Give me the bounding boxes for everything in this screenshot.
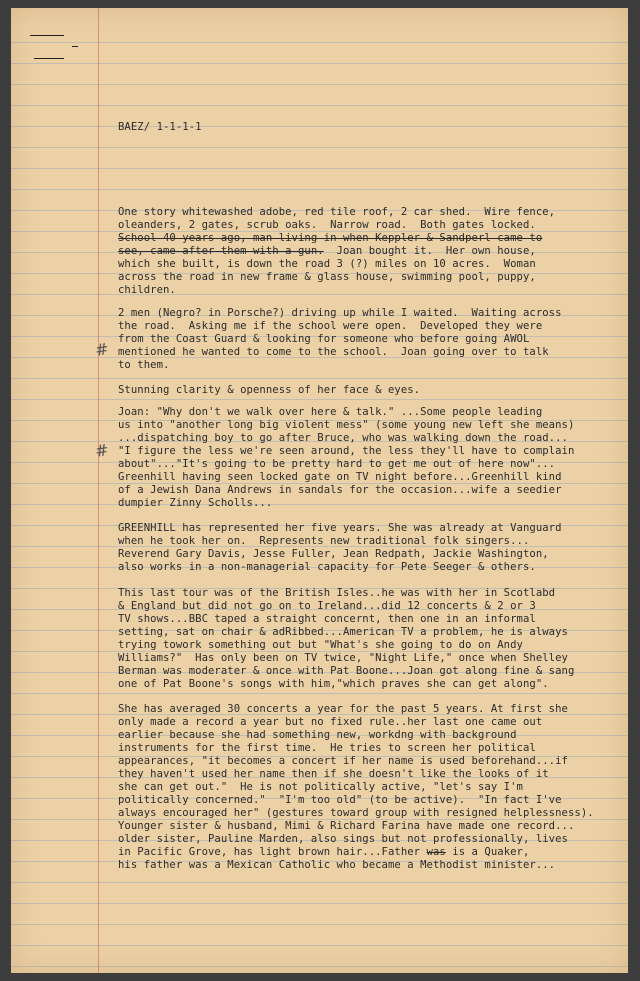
- text-line: & England but did not go on to Ireland...did 12 concerts & 2 or 3: [118, 600, 536, 612]
- text-line: Williams?" Has only been on TV twice, "Night Life," once when Shelley: [118, 652, 568, 664]
- text-line: [118, 232, 618, 245]
- text-line: Joan: "Why don't we walk over here & talk." ...Some people leading: [118, 406, 543, 418]
- text-line: Berman was moderater & once with Pat Boone...Joan got along fine & sang: [118, 665, 575, 677]
- text-line: setting, sat on chair & adRibbed...American TV a problem, he is always: [118, 626, 568, 638]
- text-line: which she built, is down the road 3 (?) miles on 10 acres. Woman: [118, 258, 536, 270]
- text-segment: Joan bought it. Her own house,: [323, 245, 536, 257]
- text-line: Reverend Gary Davis, Jesse Fuller, Jean Redpath, Jackie Washington,: [118, 548, 549, 560]
- text-line: trying towork something out but "What's she going to do on Andy: [118, 639, 523, 651]
- paragraph: [118, 206, 618, 297]
- text-line: appearances, "it becomes a concert if her name is used beforehand...if: [118, 755, 568, 767]
- corner-mark: [34, 58, 64, 59]
- margin-hash-mark: #: [93, 440, 110, 461]
- text-line: [118, 245, 618, 258]
- text-line: Greenhill having seen locked gate on TV night before...Greenhill kind: [118, 471, 562, 483]
- text-line: This last tour was of the British Isles..he was with her in Scotlabd: [118, 587, 556, 599]
- text-line: [118, 846, 618, 859]
- text-line: only made a record a year but no fixed rule..her last one came out: [118, 716, 543, 728]
- text-line: mentioned he wanted to come to the school. Joan going over to talk: [118, 346, 549, 358]
- text-line: "I figure the less we're seen around, the less they'll have to complain: [118, 445, 575, 457]
- struck-text: School 40 years ago, man living in when Keppler & Sandperl came to: [118, 232, 543, 244]
- text-line: dumpier Zinny Scholls...: [118, 497, 273, 509]
- text-line: earlier because she had something new, workdng with background: [118, 729, 517, 741]
- text-line: to them.: [118, 359, 170, 371]
- text-line: one of Pat Boone's songs with him,"which praves she can get along".: [118, 678, 549, 690]
- text-line: Younger sister & husband, Mimi & Richard Farina have made one record...: [118, 820, 575, 832]
- text-line: instruments for the first time. He tries to screen her political: [118, 742, 536, 754]
- paragraph: [118, 587, 618, 691]
- text-segment: is a Quaker,: [445, 846, 530, 858]
- text-line: she can get out." He is not politically active, "let's say I'm: [118, 781, 523, 793]
- text-line: ...dispatching boy to go after Bruce, who was walking down the road...: [118, 432, 568, 444]
- struck-text: see, came after them with a gun.: [118, 245, 324, 257]
- text-line: his father was a Mexican Catholic who became a Methodist minister...: [118, 859, 556, 871]
- text-segment: in Pacific Grove, has light brown hair...Father: [118, 846, 427, 858]
- text-line: One story whitewashed adobe, red tile roof, 2 car shed. Wire fence,: [118, 206, 556, 218]
- text-line: 2 men (Negro? in Porsche?) driving up while I waited. Waiting across: [118, 307, 562, 319]
- corner-mark: [72, 46, 78, 47]
- paragraph: [118, 307, 618, 372]
- text-line: they haven't used her name then if she doesn't like the looks of it: [118, 768, 549, 780]
- text-line: of a Jewish Dana Andrews in sandals for the occasion...wife a seedier: [118, 484, 562, 496]
- paragraph: [118, 406, 618, 510]
- text-line: also works in a non-managerial capacity for Pete Seeger & others.: [118, 561, 536, 573]
- text-line: politically concerned." "I'm too old" (to be active). "In fact I've: [118, 794, 562, 806]
- page-header: BAEZ/ 1-1-1-1: [118, 121, 202, 133]
- paragraph: [118, 522, 618, 574]
- text-line: Stunning clarity & openness of her face & eyes.: [118, 384, 421, 396]
- text-line: about"..."It's going to be pretty hard to get me out of here now"...: [118, 458, 556, 470]
- text-line: oleanders, 2 gates, scrub oaks. Narrow road. Both gates locked.: [118, 219, 536, 231]
- text-line: children.: [118, 284, 176, 296]
- text-line: across the road in new frame & glass house, swimming pool, puppy,: [118, 271, 536, 283]
- text-line: She has averaged 30 concerts a year for the past 5 years. At first she: [118, 703, 568, 715]
- paragraph: [118, 384, 618, 397]
- margin-hash-mark: #: [93, 339, 110, 360]
- text-line: always encouraged her" (gestures toward group with resigned helplessness).: [118, 807, 594, 819]
- text-line: us into "another long big violent mess" (some young new left she means): [118, 419, 575, 431]
- text-line: from the Coast Guard & looking for someone who before going AWOL: [118, 333, 530, 345]
- struck-text: was: [426, 846, 446, 858]
- text-line: TV shows...BBC taped a straight concernt, then one in an informal: [118, 613, 536, 625]
- text-line: older sister, Pauline Marden, also sings but not professionally, lives: [118, 833, 568, 845]
- text-line: when he took her on. Represents new traditional folk singers...: [118, 535, 530, 547]
- corner-mark: [30, 35, 64, 36]
- paragraph: [118, 703, 618, 872]
- text-line: GREENHILL has represented her five years. She was already at Vanguard: [118, 522, 562, 534]
- text-line: the road. Asking me if the school were open. Developed they were: [118, 320, 543, 332]
